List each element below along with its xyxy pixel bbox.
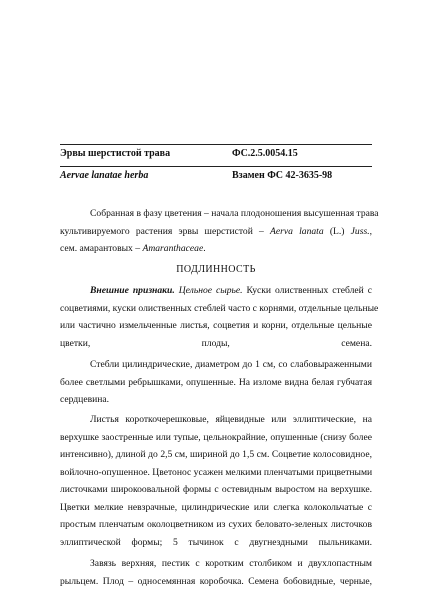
paragraph-appearance-line-1: Внешние признаки. Цельное сырье. Куски олиственных стеблей с (90, 285, 372, 296)
paragraph-leaves-line-7: простым пленчатым околоцветником из сухих беловато-зеленых листочков (60, 519, 372, 530)
monograph-title-ru: Эрвы шерстистой трава (60, 148, 171, 159)
paragraph-appearance-line-4: цветки, плоды, семена. (60, 337, 372, 349)
paragraph-stems (60, 356, 372, 409)
paragraph-leaves (60, 411, 372, 551)
paragraph-leaves-line-5: листочками широкоовальной формы с остевидным выростом на верхушке. (60, 484, 372, 495)
paragraph-appearance-line-2: соцветиями, куски олиственных стеблей часто с корнями, отдельные цельные (60, 302, 379, 314)
paragraph-appearance-line-3: или частично измельченные листья, соцветия и корни, отдельные цельные (60, 320, 372, 331)
paragraph-stems-line-1: Стебли цилиндрические, диаметром до 1 см, со слабовыраженными (90, 359, 372, 370)
monograph-code: ФС.2.5.0054.15 (232, 148, 298, 159)
monograph-replaces: Взамен ФС 42-3635-98 (232, 170, 333, 181)
header-bottom-rule (60, 166, 372, 167)
paragraph-leaves-line-6: Цветки мелкие невзрачные, цилиндрические или слегка колокольчатые с (60, 501, 372, 513)
paragraph-stems-line-2: более светлыми ребрышками, опушенные. На изломе видна белая губчатая (60, 376, 372, 388)
paragraph-appearance (60, 282, 379, 352)
intro-line-1: Собранная в фазу цветения – начала плодоношения высушенная трава (90, 208, 379, 219)
paragraph-leaves-line-2: верхушке заостренные или тупые, цельнокрайние, опушенные (снизу более (60, 431, 372, 443)
paragraph-leaves-line-8: эллиптической формы; 5 тычинок с двугнездными пыльниками. (60, 536, 372, 548)
section-title: ПОДЛИННОСТЬ (176, 264, 256, 275)
paragraph-leaves-line-3: интенсивно), длиной до 2,5 см, шириной до 1,5 см. Соцветие колосовидное, (60, 449, 372, 460)
paragraph-leaves-line-4: войлочно-опушенное. Цветонос усажен мелкими пленчатыми прицветными (60, 466, 373, 478)
monograph-title-la: Aervae lanatae herba (60, 170, 149, 181)
paragraph-ovary-line-1: Завязь верхняя, пестик с коротким столбиком и двухлопастным (90, 558, 372, 569)
intro-line-3: сем. амарантовых – Amaranthaceae. (60, 243, 206, 254)
paragraph-leaves-line-1: Листья короткочерешковые, яйцевидные или эллиптические, на (90, 414, 372, 425)
intro-paragraph (60, 205, 379, 258)
intro-line-2: культивируемого растения эрвы шерстистой – Aerva lanata (L.) Juss., (60, 225, 372, 237)
header-top-rule (60, 144, 372, 145)
paragraph-ovary-line-2: рыльцем. Плод – односемянная коробочка. Семена бобовидные, черные, (60, 575, 372, 587)
paragraph-ovary (60, 555, 372, 590)
paragraph-stems-line-3: сердцевина. (60, 394, 110, 405)
